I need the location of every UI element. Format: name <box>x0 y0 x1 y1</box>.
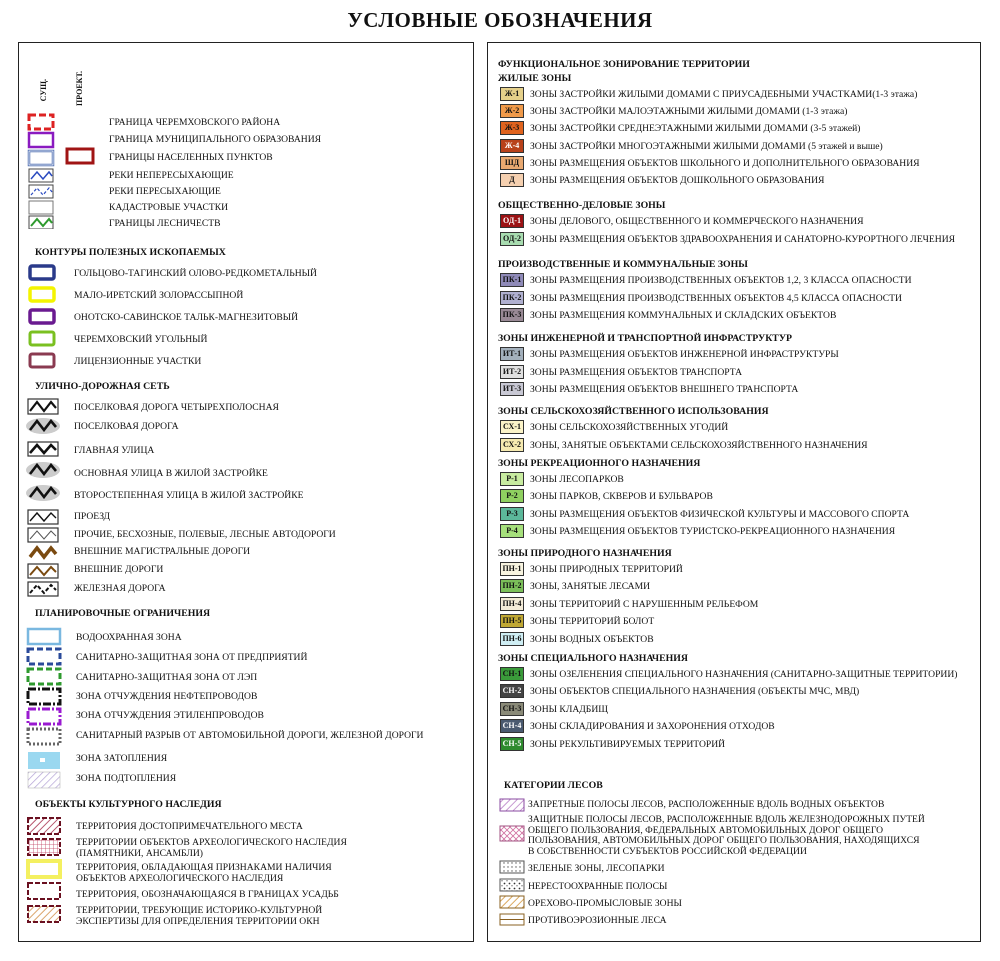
zone-label: ЗОНЫ, ЗАНЯТЫЕ ЛЕСАМИ <box>530 581 651 593</box>
legend-label: ПРОЧИЕ, БЕСХОЗНЫЕ, ПОЛЕВЫЕ, ЛЕСНЫЕ АВТОДОРОГИ <box>74 529 336 540</box>
section-header-forests: КАТЕГОРИИ ЛЕСОВ <box>504 780 603 791</box>
legend-label: САНИТАРНО-ЗАЩИТНАЯ ЗОНА ОТ ЛЭП <box>76 672 258 683</box>
zone-label: ЗОНЫ СЕЛЬСКОХОЗЯЙСТВЕННЫХ УГОДИЙ <box>530 422 729 433</box>
column-label-projected: ПРОЕКТ. <box>75 71 84 106</box>
legend-label: ПРОТИВОЭРОЗИОННЫЕ ЛЕСА <box>528 915 667 926</box>
zone-code-swatch: ПН-1 <box>500 562 524 576</box>
restriction-symbols <box>25 627 67 789</box>
zone-code-swatch: ПН-4 <box>500 597 524 611</box>
forest-symbols <box>498 797 528 927</box>
zone-code-swatch: ПК-3 <box>500 308 524 322</box>
legend-label: ВТОРОСТЕПЕННАЯ УЛИЦА В ЖИЛОЙ ЗАСТРОЙКЕ <box>74 490 304 501</box>
zone-label: ЗОНЫ РАЗМЕЩЕНИЯ ПРОИЗВОДСТВЕННЫХ ОБЪЕКТОВ 1,2, 3 КЛАССА ОПАСНОСТИ <box>530 275 912 286</box>
legend-label: ОРЕХОВО-ПРОМЫСЛОВЫЕ ЗОНЫ <box>528 898 682 909</box>
zone-group-header: ОБЩЕСТВЕННО-ДЕЛОВЫЕ ЗОНЫ <box>498 200 666 211</box>
legend-label: РЕКИ НЕПЕРЕСЫХАЮЩИЕ <box>109 170 234 181</box>
section-header-roads: УЛИЧНО-ДОРОЖНАЯ СЕТЬ <box>35 381 170 392</box>
legend-label: ЗАЩИТНЫЕ ПОЛОСЫ ЛЕСОВ, РАСПОЛОЖЕННЫЕ ВДОЛЬ ЖЕЛЕЗНОДОРОЖНЫХ ПУТЕЙ ОБЩЕГО ПОЛЬЗОВАНИЯ, ФЕДЕРАЛЬНЫХ АВТОМОБИЛЬНЫХ ДОРОГ ОБЩЕГО ПОЛЬЗОВАНИЯ, АВТОМОБИЛЬНЫХ ДОРОГ ОБЩЕГО ПОЛЬЗОВАНИЯ, НАХОДЯЩИХСЯ В СОБСТВЕННОСТИ СУБЪЕКТОВ РОССИЙСКОЙ ФЕДЕРАЦИИ <box>528 814 925 857</box>
legend-label: ГЛАВНАЯ УЛИЦА <box>74 445 155 456</box>
zone-group-header: ЗОНЫ ИНЖЕНЕРНОЙ И ТРАНСПОРТНОЙ ИНФРАСТРУКТУР <box>498 333 793 344</box>
road-symbols <box>25 397 65 597</box>
zone-code-swatch: ПК-2 <box>500 291 524 305</box>
legend-label: САНИТАРНЫЙ РАЗРЫВ ОТ АВТОМОБИЛЬНОЙ ДОРОГИ, ЖЕЛЕЗНОЙ ДОРОГИ <box>76 730 424 741</box>
legend-label: ЗОНА ОТЧУЖДЕНИЯ НЕФТЕПРОВОДОВ <box>76 691 258 702</box>
left-legend-panel <box>18 42 474 942</box>
zone-code-swatch: СХ-2 <box>500 438 524 452</box>
zone-label: ЗОНЫ ДЕЛОВОГО, ОБЩЕСТВЕННОГО И КОММЕРЧЕСКОГО НАЗНАЧЕНИЯ <box>530 216 864 227</box>
legend-label: КАДАСТРОВЫЕ УЧАСТКИ <box>109 202 229 213</box>
legend-label: ЗОНА ЗАТОПЛЕНИЯ <box>76 753 168 764</box>
legend-label: НЕРЕСТООХРАННЫЕ ПОЛОСЫ <box>528 881 668 892</box>
legend-label: ВНЕШНИЕ МАГИСТРАЛЬНЫЕ ДОРОГИ <box>74 546 251 557</box>
zone-label: ЗОНЫ РАЗМЕЩЕНИЯ ОБЪЕКТОВ ЗДРАВООХРАНЕНИЯ И САНАТОРНО-КУРОРТНОГО ЛЕЧЕНИЯ <box>530 234 956 245</box>
zone-code-swatch: ОД-2 <box>500 232 524 246</box>
zone-label: ЗОНЫ РАЗМЕЩЕНИЯ ОБЪЕКТОВ ВНЕШНЕГО ТРАНСПОРТА <box>530 384 799 395</box>
zone-label: ЗОНЫ ПАРКОВ, СКВЕРОВ И БУЛЬВАРОВ <box>530 491 713 503</box>
section-header-heritage: ОБЪЕКТЫ КУЛЬТУРНОГО НАСЛЕДИЯ <box>35 799 222 810</box>
zone-label: ЗОНЫ ЗАСТРОЙКИ ЖИЛЫМИ ДОМАМИ С ПРИУСАДЕБНЫМИ УЧАСТКАМИ(1-3 этажа) <box>530 89 918 100</box>
zone-code-swatch: Ж-3 <box>500 121 524 135</box>
mineral-symbols <box>27 263 61 375</box>
zone-label: ЗОНЫ РАЗМЕЩЕНИЯ ОБЪЕКТОВ ТРАНСПОРТА <box>530 366 743 378</box>
zone-code-swatch: ИТ-1 <box>500 347 524 361</box>
zone-label: ЗОНЫ ЛЕСОПАРКОВ <box>530 474 624 485</box>
zone-label: ЗОНЫ РАЗМЕЩЕНИЯ ОБЪЕКТОВ ТУРИСТСКО-РЕКРЕАЦИОННОГО НАЗНАЧЕНИЯ <box>530 526 896 538</box>
legend-label: ПОСЕЛКОВАЯ ДОРОГА ЧЕТЫРЕХПОЛОСНАЯ <box>74 402 279 413</box>
section-header-restrictions: ПЛАНИРОВОЧНЫЕ ОГРАНИЧЕНИЯ <box>35 608 211 619</box>
legend-label: ЛИЦЕНЗИОННЫЕ УЧАСТКИ <box>74 356 202 367</box>
legend-label: ГРАНИЦЫ ЛЕСНИЧЕСТВ <box>109 218 221 229</box>
zone-code-swatch: ПН-2 <box>500 579 524 593</box>
legend-label: ГРАНИЦА ЧЕРЕМХОВСКОГО РАЙОНА <box>109 117 281 128</box>
legend-label: ЖЕЛЕЗНАЯ ДОРОГА <box>74 583 166 594</box>
legend-label: РЕКИ ПЕРЕСЫХАЮЩИЕ <box>109 186 221 197</box>
zone-code-swatch: Д <box>500 173 524 187</box>
zone-label: ЗОНЫ РАЗМЕЩЕНИЯ ОБЪЕКТОВ ШКОЛЬНОГО И ДОПОЛНИТЕЛЬНОГО ОБРАЗОВАНИЯ <box>530 157 920 169</box>
zone-label: ЗОНЫ РАЗМЕЩЕНИЯ ОБЪЕКТОВ ИНЖЕНЕРНОЙ ИНФРАСТРУКТУРЫ <box>530 349 839 360</box>
zone-code-swatch: ОД-1 <box>500 214 524 228</box>
legend-label: ВОДООХРАННАЯ ЗОНА <box>76 632 182 643</box>
section-header-minerals: КОНТУРЫ ПОЛЕЗНЫХ ИСКОПАЕМЫХ <box>35 247 226 258</box>
legend-label: ПОСЕЛКОВАЯ ДОРОГА <box>74 421 179 432</box>
legend-label: ГОЛЬЦОВО-ТАГИНСКИЙ ОЛОВО-РЕДКОМЕТАЛЬНЫЙ <box>74 268 317 279</box>
zone-code-swatch: Ж-1 <box>500 87 524 101</box>
zone-label: ЗОНЫ ОЗЕЛЕНЕНИЯ СПЕЦИАЛЬНОГО НАЗНАЧЕНИЯ (САНИТАРНО-ЗАЩИТНЫЕ ТЕРРИТОРИИ) <box>530 669 958 680</box>
zone-label: ЗОНЫ РАЗМЕЩЕНИЯ ОБЪЕКТОВ ДОШКОЛЬНОГО ОБРАЗОВАНИЯ <box>530 175 825 186</box>
zone-code-swatch: СХ-1 <box>500 420 524 434</box>
zone-label: ЗОНЫ РАЗМЕЩЕНИЯ ОБЪЕКТОВ ФИЗИЧЕСКОЙ КУЛЬТУРЫ И МАССОВОГО СПОРТА <box>530 508 910 520</box>
legend-label: ТЕРРИТОРИЯ, ОБЛАДАЮЩАЯ ПРИЗНАКАМИ НАЛИЧИЯ ОБЪЕКТОВ АРХЕОЛОГИЧЕСКОГО НАСЛЕДИЯ <box>76 862 332 884</box>
legend-label: ЗЕЛЕНЫЕ ЗОНЫ, ЛЕСОПАРКИ <box>528 863 665 874</box>
zone-code-swatch: Ж-2 <box>500 104 524 118</box>
zone-code-swatch: СН-3 <box>500 702 524 716</box>
zone-group-header: ЗОНЫ ПРИРОДНОГО НАЗНАЧЕНИЯ <box>498 548 672 559</box>
zone-code-swatch: СН-4 <box>500 719 524 733</box>
zone-label: ЗОНЫ РАЗМЕЩЕНИЯ КОММУНАЛЬНЫХ И СКЛАДСКИХ ОБЪЕКТОВ <box>530 310 837 321</box>
zone-label: ЗОНЫ ВОДНЫХ ОБЪЕКТОВ <box>530 633 654 645</box>
zone-group-header: ЖИЛЫЕ ЗОНЫ <box>498 73 572 84</box>
legend-label: ЗОНА ОТЧУЖДЕНИЯ ЭТИЛЕНПРОВОДОВ <box>76 710 264 721</box>
zone-group-header: ЗОНЫ СЕЛЬСКОХОЗЯЙСТВЕННОГО ИСПОЛЬЗОВАНИЯ <box>498 406 769 417</box>
column-label-existing: СУЩ. <box>39 79 48 102</box>
legend-label: ЧЕРЕМХОВСКИЙ УГОЛЬНЫЙ <box>74 334 208 345</box>
zone-label: ЗОНЫ ТЕРРИТОРИЙ С НАРУШЕННЫМ РЕЛЬЕФОМ <box>530 598 759 610</box>
zone-label: ЗОНЫ РАЗМЕЩЕНИЯ ПРОИЗВОДСТВЕННЫХ ОБЪЕКТОВ 4,5 КЛАССА ОПАСНОСТИ <box>530 292 902 304</box>
boundary-symbols <box>27 113 97 229</box>
zone-label: ЗОНЫ ТЕРРИТОРИЙ БОЛОТ <box>530 616 655 628</box>
zone-code-swatch: Р-2 <box>500 489 524 503</box>
zone-code-swatch: ИТ-3 <box>500 382 524 396</box>
zone-code-swatch: СН-2 <box>500 684 524 698</box>
legend-label: ВНЕШНИЕ ДОРОГИ <box>74 564 164 575</box>
zone-code-swatch: ПК-1 <box>500 273 524 287</box>
zone-code-swatch: Р-1 <box>500 472 524 486</box>
right-legend-panel <box>487 42 981 942</box>
zone-code-swatch: СН-5 <box>500 737 524 751</box>
legend-label: ТЕРРИТОРИИ ОБЪЕКТОВ АРХЕОЛОГИЧЕСКОГО НАСЛЕДИЯ (ПАМЯТНИКИ, АНСАМБЛИ) <box>76 837 347 859</box>
zone-label: ЗОНЫ ЗАСТРОЙКИ СРЕДНЕЭТАЖНЫМИ ЖИЛЫМИ ДОМАМИ (3-5 этажей) <box>530 123 861 135</box>
legend-label: ЗАПРЕТНЫЕ ПОЛОСЫ ЛЕСОВ, РАСПОЛОЖЕННЫЕ ВДОЛЬ ВОДНЫХ ОБЪЕКТОВ <box>528 799 885 810</box>
zone-label: ЗОНЫ КЛАДБИЩ <box>530 703 608 715</box>
zone-code-swatch: ПН-6 <box>500 632 524 646</box>
zone-label: ЗОНЫ ПРИРОДНЫХ ТЕРРИТОРИЙ <box>530 564 683 575</box>
zone-code-swatch: ИТ-2 <box>500 365 524 379</box>
section-header-zoning: ФУНКЦИОНАЛЬНОЕ ЗОНИРОВАНИЕ ТЕРРИТОРИИ <box>498 59 750 70</box>
legend-label: ТЕРРИТОРИЯ ДОСТОПРИМЕЧАТЕЛЬНОГО МЕСТА <box>76 821 303 832</box>
zone-code-swatch: Ж-4 <box>500 139 524 153</box>
zone-label: ЗОНЫ ЗАСТРОЙКИ МНОГОЭТАЖНЫМИ ЖИЛЫМИ ДОМАМИ (5 этажей и выше) <box>530 140 883 152</box>
legend-label: ЗОНА ПОДТОПЛЕНИЯ <box>76 773 177 784</box>
legend-label: ТЕРРИТОРИЯ, ОБОЗНАЧАЮЩАЯСЯ В ГРАНИЦАХ УСАДЬБ <box>76 889 339 900</box>
legend-label: ГРАНИЦЫ НАСЕЛЕННЫХ ПУНКТОВ <box>109 152 273 163</box>
legend-label: ТЕРРИТОРИИ, ТРЕБУЮЩИЕ ИСТОРИКО-КУЛЬТУРНОЙ ЭКСПЕРТИЗЫ ДЛЯ ОПРЕДЕЛЕНИЯ ТЕРРИТОРИИ ОКН <box>76 905 323 927</box>
legend-label: ОСНОВНАЯ УЛИЦА В ЖИЛОЙ ЗАСТРОЙКЕ <box>74 468 268 479</box>
zone-code-swatch: СН-1 <box>500 667 524 681</box>
zone-code-swatch: ПН-5 <box>500 614 524 628</box>
legend-label: ГРАНИЦА МУНИЦИПАЛЬНОГО ОБРАЗОВАНИЯ <box>109 134 322 145</box>
heritage-symbols <box>25 816 67 936</box>
zone-group-header: ЗОНЫ РЕКРЕАЦИОННОГО НАЗНАЧЕНИЯ <box>498 458 701 469</box>
zone-code-swatch: ШД <box>500 156 524 170</box>
page-title: УСЛОВНЫЕ ОБОЗНАЧЕНИЯ <box>347 8 653 32</box>
zone-label: ЗОНЫ ОБЪЕКТОВ СПЕЦИАЛЬНОГО НАЗНАЧЕНИЯ (ОБЪЕКТЫ МЧС, МВД) <box>530 686 860 698</box>
zone-group-header: ПРОИЗВОДСТВЕННЫЕ И КОММУНАЛЬНЫЕ ЗОНЫ <box>498 259 748 270</box>
zone-code-swatch: Р-3 <box>500 507 524 521</box>
zone-code-swatch: Р-4 <box>500 524 524 538</box>
legend-label: ОНОТСКО-САВИНСКОЕ ТАЛЬК-МАГНЕЗИТОВЫЙ <box>74 312 299 323</box>
legend-label: ПРОЕЗД <box>74 511 111 522</box>
zone-label: ЗОНЫ ЗАСТРОЙКИ МАЛОЭТАЖНЫМИ ЖИЛЫМИ ДОМАМИ (1-3 этажа) <box>530 106 848 118</box>
zone-label: ЗОНЫ СКЛАДИРОВАНИЯ И ЗАХОРОНЕНИЯ ОТХОДОВ <box>530 721 775 733</box>
legend-label: МАЛО-ИРЕТСКИЙ ЗОЛОРАССЫПНОЙ <box>74 290 244 301</box>
zone-label: ЗОНЫ РЕКУЛЬТИВИРУЕМЫХ ТЕРРИТОРИЙ <box>530 738 726 750</box>
zone-label: ЗОНЫ, ЗАНЯТЫЕ ОБЪЕКТАМИ СЕЛЬСКОХОЗЯЙСТВЕННОГО НАЗНАЧЕНИЯ <box>530 439 868 451</box>
legend-label: САНИТАРНО-ЗАЩИТНАЯ ЗОНА ОТ ПРЕДПРИЯТИЙ <box>76 652 308 663</box>
zone-group-header: ЗОНЫ СПЕЦИАЛЬНОГО НАЗНАЧЕНИЯ <box>498 653 688 664</box>
